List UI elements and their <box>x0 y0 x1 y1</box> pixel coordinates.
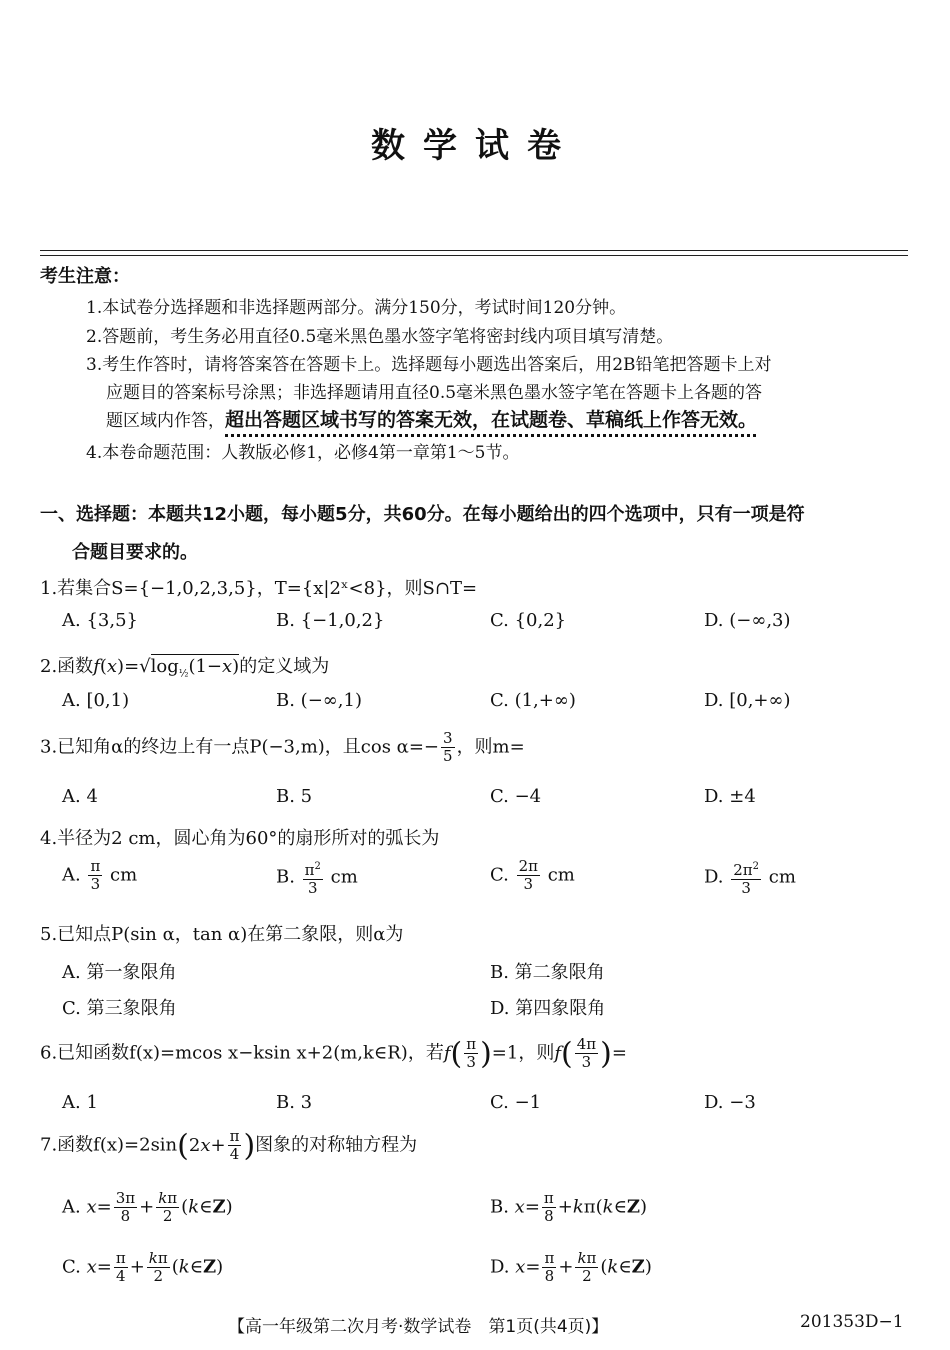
q3-prefix: 3.已知角α的终边上有一点P(−3,m)，且cos α=− <box>40 736 440 758</box>
question-2-stem <box>40 652 329 680</box>
q3-option-b: B. 5 <box>276 786 313 807</box>
q5-option-c: C. 第三象限角 <box>62 998 177 1019</box>
q1-option-d: D. (−∞,3) <box>704 610 791 631</box>
q7-option-c: C. x= $\frac{\pi}{4}$ + $\frac{k\pi}{2}$ (k∈Z) <box>62 1249 224 1285</box>
q6-suffix: = <box>611 1042 627 1064</box>
unit-label: cm <box>547 864 575 886</box>
page-footer: 【高一年级第二次月考·数学试卷 第1页(共4页)】 <box>228 1317 609 1337</box>
q5-option-b: B. 第二象限角 <box>490 962 605 983</box>
q2-formula: $f(x)=√\log_{\frac{1}{2}}(1-x)$ <box>93 656 240 680</box>
notice-item: 应题目的答案标号涂黑；非选择题请用直径0.5毫米黑色墨水签字笔在答题卡上各题的答 <box>106 383 763 403</box>
q7-prefix: 7.函数f(x)=2sin <box>40 1134 178 1156</box>
question-1-stem: 1.若集合S={−1,0,2,3,5}，T={x|2ˣ<8}，则S∩T= <box>40 578 478 599</box>
q2-option-c: C. (1,+∞) <box>490 690 576 711</box>
notice-item: 4.本卷命题范围：人教版必修1，必修4第一章第1～5节。 <box>86 443 520 463</box>
q6-formula-2: f( $\frac{4\pi}{3}$ ) <box>554 1035 612 1071</box>
question-7-stem <box>40 1128 417 1163</box>
q6-prefix: 6.已知函数f(x)=mcos x−ksin x+2(m,k∈R)，若 <box>40 1042 444 1064</box>
q3-fraction: $\frac{3}{5}$ <box>443 729 453 765</box>
q2-option-a: A. [0,1) <box>62 690 130 711</box>
q7-option-b: B. x= $\frac{\pi}{8}$ +kπ(k∈Z) <box>490 1189 648 1225</box>
section-heading: 一、选择题：本题共12小题，每小题5分，共60分。在每小题给出的四个选项中，只有一项是符 <box>40 504 805 525</box>
q6-option-a: A. 1 <box>62 1092 98 1113</box>
divider-line <box>40 250 908 251</box>
question-4-stem: 4.半径为2 cm，圆心角为60°的扇形所对的弧长为 <box>40 828 440 849</box>
q7-option-d: D. x= $\frac{\pi}{8}$ + $\frac{k\pi}{2}$ (k∈Z) <box>490 1249 652 1285</box>
q2-option-d: D. [0,+∞) <box>704 690 791 711</box>
section-heading-cont: 合题目要求的。 <box>72 542 198 563</box>
notice-item <box>106 405 757 432</box>
notice-item: 2.答题前，考生务必用直径0.5毫米黑色墨水签字笔将密封线内项目填写清楚。 <box>86 327 674 347</box>
exam-code: 201353D−1 <box>800 1312 904 1332</box>
unit-label: cm <box>768 866 796 888</box>
q6-option-b: B. 3 <box>276 1092 313 1113</box>
q5-option-a: A. 第一象限角 <box>62 962 177 983</box>
q5-option-d: D. 第四象限角 <box>490 998 606 1019</box>
q7-formula: (2x+ $\frac{\pi}{4}$ ) <box>177 1127 256 1163</box>
q1-option-b: B. {−1,0,2} <box>276 610 385 631</box>
question-3-stem <box>40 730 525 765</box>
q6-option-c: C. −1 <box>490 1092 542 1113</box>
notice-heading: 考生注意： <box>40 266 130 287</box>
q3-option-c: C. −4 <box>490 786 542 807</box>
q2-suffix: 的定义域为 <box>239 656 330 677</box>
notice-item-text: 题区域内作答， <box>106 411 225 431</box>
q6-option-d: D. −3 <box>704 1092 756 1113</box>
question-6-stem <box>40 1036 627 1071</box>
q7-suffix: 图象的对称轴方程为 <box>255 1134 418 1156</box>
page-title: 数学试卷 <box>371 126 579 166</box>
q4-option-d: D. $\frac{2\pi^2}{3}$ cm <box>704 858 796 897</box>
q4-option-c: C. $\frac{2\pi}{3}$ cm <box>490 857 575 893</box>
q6-formula-1: f( $\frac{\pi}{3}$ ) <box>443 1035 492 1071</box>
unit-label: cm <box>110 864 138 886</box>
q4-option-b: B. $\frac{\pi^2}{3}$ cm <box>276 858 358 897</box>
question-5-stem: 5.已知点P(sin α，tan α)在第二象限，则α为 <box>40 924 404 945</box>
q2-option-b: B. (−∞,1) <box>276 690 362 711</box>
q3-option-d: D. ±4 <box>704 786 756 807</box>
notice-item: 1.本试卷分选择题和非选择题两部分。满分150分，考试时间120分钟。 <box>86 298 627 318</box>
q2-prefix: 2.函数 <box>40 656 94 677</box>
q1-option-c: C. {0,2} <box>490 610 567 631</box>
q3-suffix: ，则m= <box>456 736 525 758</box>
q1-option-a: A. {3,5} <box>62 610 138 631</box>
q6-middle: =1，则 <box>491 1042 555 1064</box>
notice-item: 3.考生作答时，请将答案答在答题卡上。选择题每小题选出答案后，用2B铅笔把答题卡上对 <box>86 355 772 375</box>
q7-option-a: A. x= $\frac{3\pi}{8}$ + $\frac{k\pi}{2}$ (k∈Z) <box>62 1189 233 1225</box>
q3-option-a: A. 4 <box>62 786 98 807</box>
q4-option-a: A. $\frac{\pi}{3}$ cm <box>62 857 138 893</box>
divider-line <box>40 255 908 256</box>
notice-emphasis: 超出答题区域书写的答案无效，在试题卷、草稿纸上作答无效。 <box>225 409 758 431</box>
unit-label: cm <box>330 866 358 888</box>
